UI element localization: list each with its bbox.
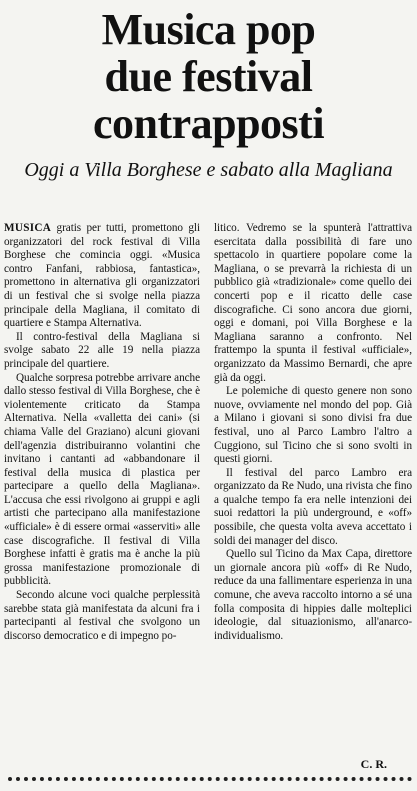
paragraph: Le polemiche di questo genere non sono nuove, ovviamente nel mondo del pop. Già a Milano i giovani si sono divisi fra due festival, uno al Parco Lambro l'altro a Cuggiono, sul Ticino che si sono svolti in questi giorni. [214, 385, 412, 466]
paragraph-text: gratis per tutti, promettono gli organizzatori del rock festival di Villa Borghese che comincia oggi. «Musica contro Fanfani, rabbiosa, fantastica», promettono in alternativa gli organizzatori di un festival che si svolge nella piazza principale della Magliana, il comitato di quartiere e Stampa Alternativa. [4, 222, 200, 330]
paragraph: Il festival del parco Lambro era organizzato da Re Nudo, una rivista che fino a qualche tempo fa era nelle intenzioni dei suoi redattori la più underground, e «off» possibile, che questa volta aveva accettato i soldi dei manager del disco. [214, 466, 412, 547]
right-column [214, 222, 412, 643]
headline-line-2: due festival [104, 52, 313, 101]
bottom-rule [8, 777, 412, 781]
author-signature: C. R. [360, 757, 387, 771]
headline [0, 6, 417, 147]
lead-word: MUSICA [4, 222, 52, 234]
paragraph: Quello sul Ticino da Max Capa, direttore un giornale ancora più «off» di Re Nudo, reduce da una fallimentare esperienza in una comune, che aveva raccolto intorno a sé una folla composita di hippies dalle molteplici ideologie, dal situazionismo, all'anarco-individualismo. [214, 548, 412, 642]
headline-line-3: contrapposti [92, 99, 325, 148]
left-column [4, 222, 200, 643]
paragraph: Il contro-festival della Magliana si svolge sabato 22 alle 19 nella piazza principale del quartiere. [4, 330, 200, 370]
paragraph: litico. Vedremo se la spunterà l'attrattiva esercitata dalla possibilità di fare uno spettacolo in quartiere popolare come la Magliana, o se prevarrà la richiesta di un pubblico già «tradizionale» come quello dei concerti pop e il ricatto delle case discografiche. Ci sono ancora due giorni, oggi e domani, poi Villa Borghese e la Magliana saranno a confronto. Nel frattempo la spunta il festival «ufficiale», organizzato da Massimo Bernardi, che apre già da oggi. [214, 222, 412, 384]
headline-line-1: Musica pop [101, 5, 316, 54]
paragraph: Qualche sorpresa potrebbe arrivare anche dallo stesso festival di Villa Borghese, che è violentemente criticato da Stampa Alternativa. Nella «valletta dei cani» (si chiama Valle del Graziano) alcuni giovani dell'agenzia distribuiranno volantini che invitano i cantanti ad «abbandonare il festival della musica di plastica per partecipare a quello della Magliana». L'accusa che essi rivolgono ai gruppi e agli artisti che partecipano alla manifestazione «ufficiale» è di essere ormai «asserviti» alle case discografiche. Il festival di Villa Borghese infatti è gratis ma è anche la più grossa manifestazione promozionale di pubblicità. [4, 371, 200, 588]
paragraph: Secondo alcune voci qualche perplessità sarebbe stata già manifestata da alcuni fra i partecipanti al festival che svolgono un discorso democratico e di impegno po- [4, 589, 200, 642]
paragraph [4, 222, 200, 331]
subheadline: Oggi a Villa Borghese e sabato alla Magliana [24, 159, 393, 181]
